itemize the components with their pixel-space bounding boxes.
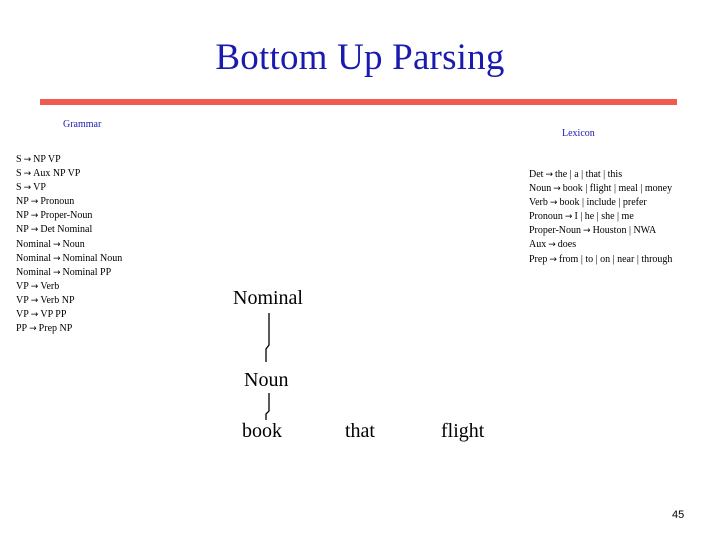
rule-rhs: Det Nominal [40,224,93,236]
rule-rhs: Prep NP [38,323,73,335]
right-arrow-icon: → [23,155,32,165]
right-arrow-icon: → [549,198,558,209]
rule-lhs: Verb [529,197,548,209]
rule-rhs: Nominal Noun [62,252,123,264]
lexicon-rule [529,238,672,252]
right-arrow-icon: → [545,170,553,180]
grammar-rule [16,195,122,209]
rule-rhs: book | include | prefer [559,197,647,209]
edge-nominal-noun [266,313,269,362]
rule-lhs: Nominal [16,266,51,278]
rule-lhs: VP [16,280,29,292]
rule-rhs: the | a | that | this [555,169,623,180]
lexicon-rule [529,168,672,182]
right-arrow-icon: → [564,212,573,223]
rule-rhs: Pronoun [40,196,75,208]
right-arrow-icon: → [53,267,61,278]
rule-rhs: Verb NP [40,294,75,306]
lexicon-rule [529,210,672,224]
grammar-rule [16,181,122,195]
rule-lhs: NP [16,196,29,208]
rule-rhs: VP [33,182,46,194]
right-arrow-icon: → [53,253,61,264]
rule-rhs: I | he | she | me [574,211,634,223]
rule-rhs: Proper-Noun [40,210,93,222]
grammar-rule [16,294,122,308]
page-number: 45 [672,509,685,521]
edge-noun-book [266,393,269,420]
right-arrow-icon: → [548,240,556,251]
rule-rhs: Noun [62,238,85,250]
right-arrow-icon: → [30,295,39,306]
grammar-rule [16,252,122,266]
right-arrow-icon: → [549,254,557,265]
rule-lhs: Prep [529,253,548,265]
rule-lhs: VP [16,309,29,321]
rule-rhs: VP PP [40,309,67,321]
rule-lhs: NP [16,210,29,222]
right-arrow-icon: → [583,226,591,237]
rule-lhs: Proper-Noun [529,225,582,237]
title-divider [40,99,677,105]
input-word-that: that [345,420,375,442]
right-arrow-icon: → [53,239,61,250]
right-arrow-icon: → [30,197,39,208]
rule-lhs: Aux [529,239,547,251]
grammar-rule [16,280,122,294]
rule-lhs: Det [529,169,544,180]
grammar-rule-list [16,153,122,336]
rule-rhs: Houston | NWA [592,225,657,237]
rule-lhs: Pronoun [529,211,563,223]
grammar-rule [16,153,122,167]
grammar-rule [16,322,122,336]
lexicon-rule-list [529,168,672,267]
right-arrow-icon: → [553,184,561,195]
rule-lhs: NP [16,224,29,236]
right-arrow-icon: → [30,281,39,292]
grammar-rule [16,266,122,280]
rule-lhs: VP [16,294,29,306]
rule-lhs: S [16,168,22,180]
grammar-rule [16,238,122,252]
input-word-book: book [242,420,282,442]
rule-lhs: S [16,182,22,194]
rule-rhs: NP VP [33,154,61,165]
right-arrow-icon: → [30,225,39,236]
rule-rhs: Verb [40,280,60,292]
right-arrow-icon: → [23,169,32,180]
right-arrow-icon: → [29,324,37,335]
rule-rhs: from | to | on | near | through [558,253,673,265]
right-arrow-icon: → [30,211,39,222]
lexicon-heading: Lexicon [562,128,595,139]
tree-node-noun: Noun [244,369,289,391]
rule-lhs: PP [16,323,28,335]
lexicon-rule [529,182,672,196]
grammar-heading: Grammar [63,119,102,130]
rule-rhs: book | flight | meal | money [562,183,673,195]
rule-lhs: Nominal [16,252,51,264]
rule-rhs: Nominal PP [62,266,112,278]
rule-lhs: S [16,154,22,165]
lexicon-rule [529,196,672,210]
right-arrow-icon: → [23,183,32,194]
rule-rhs: Aux NP VP [33,168,81,180]
input-word-flight: flight [441,420,485,442]
slide-title: Bottom Up Parsing [215,37,505,78]
grammar-rule [16,209,122,223]
rule-lhs: Noun [529,183,552,195]
right-arrow-icon: → [30,310,39,321]
lexicon-rule [529,224,672,238]
grammar-rule [16,308,122,322]
tree-node-nominal: Nominal [233,287,303,309]
rule-lhs: Nominal [16,238,51,250]
grammar-rule [16,167,122,181]
lexicon-rule [529,253,672,267]
grammar-rule [16,223,122,237]
rule-rhs: does [557,239,577,251]
